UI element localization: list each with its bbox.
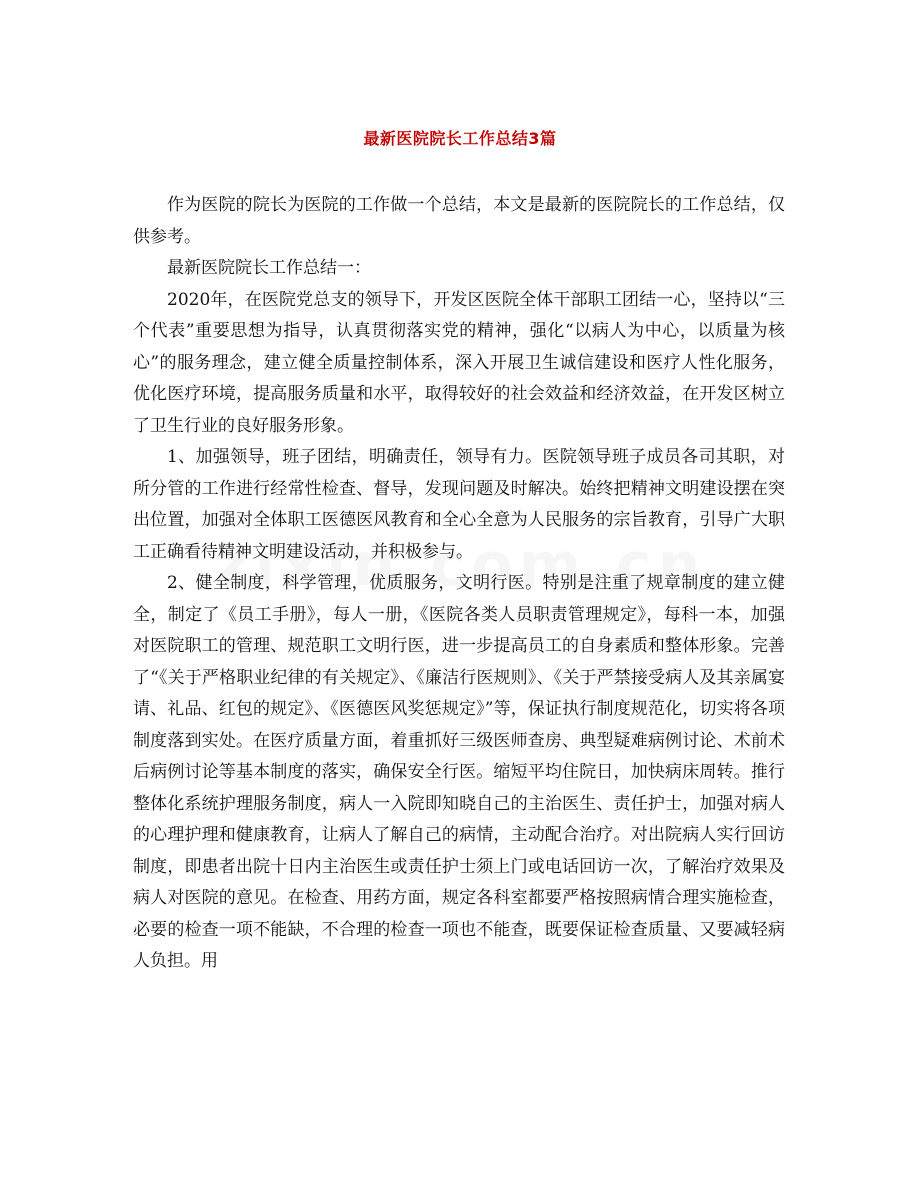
- paragraph-section-heading: 最新医院院长工作总结一：: [167, 258, 371, 278]
- paragraph-point-2: 2、健全制度，科学管理，优质服务，文明行医。特别是注重了规章制度的建立健全，制定了《员工手册》，每人一册，《医院各类人员职责管理规定》，每科一本，加强对医院职工的管理、规范职工文明行医，进一步提高员工的自身素质和整体形象。完善了“《关于严格职业纪律的有关规定》、《廉洁行医规则》、《关于严禁接受病人及其亲属宴请、礼品、红包的规定》、《医德医风奖惩规定》”等，保证执行制度规范化，切实将各项制度落到实处。在医疗质量方面，着重抓好三级医师查房、典型疑难病例讨论、术前术后病例讨论等基本制度的落实，确保安全行医。缩短平均住院日，加快病床周转。推行整体化系统护理服务制度，病人一入院即知晓自己的主治医生、责任护士，加强对病人的心理护理和健康教育，让病人了解自己的病情，主动配合治疗。对出院病人实行回访制度，即患者出院十日内主治医生或责任护士须上门或电话回访一次，了解治疗效果及病人对医院的意见。在检查、用药方面，规定各科室都要严格按照病情合理实施检查，必要的检查一项不能缺，不合理的检查一项也不能查，既要保证检查质量、又要减轻病人负担。用: [133, 573, 785, 971]
- document-body: [133, 190, 785, 978]
- document-title: 最新医院院长工作总结3篇: [363, 129, 557, 148]
- paragraph-intro: 作为医院的院长为医院的工作做一个总结，本文是最新的医院院长的工作总结，仅供参考。: [133, 195, 785, 247]
- paragraph-point-1: 1、加强领导，班子团结，明确责任，领导有力。医院领导班子成员各司其职，对所分管的工作进行经常性检查、督导，发现问题及时解决。始终把精神文明建设摆在突出位置，加强对全体职工医德医风教育和全心全意为人民服务的宗旨教育，引导广大职工正确看待精神文明建设活动，并积极参与。: [133, 447, 785, 562]
- paragraph-overview: 2020年，在医院党总支的领导下，开发区医院全体干部职工团结一心，坚持以“三个代表”重要思想为指导，认真贯彻落实党的精神，强化“以病人为中心，以质量为核心”的服务理念，建立健全质量控制体系，深入开展卫生诚信建设和医疗人性化服务，优化医疗环境，提高服务质量和水平，取得较好的社会效益和经济效益，在开发区树立了卫生行业的良好服务形象。: [133, 289, 785, 436]
